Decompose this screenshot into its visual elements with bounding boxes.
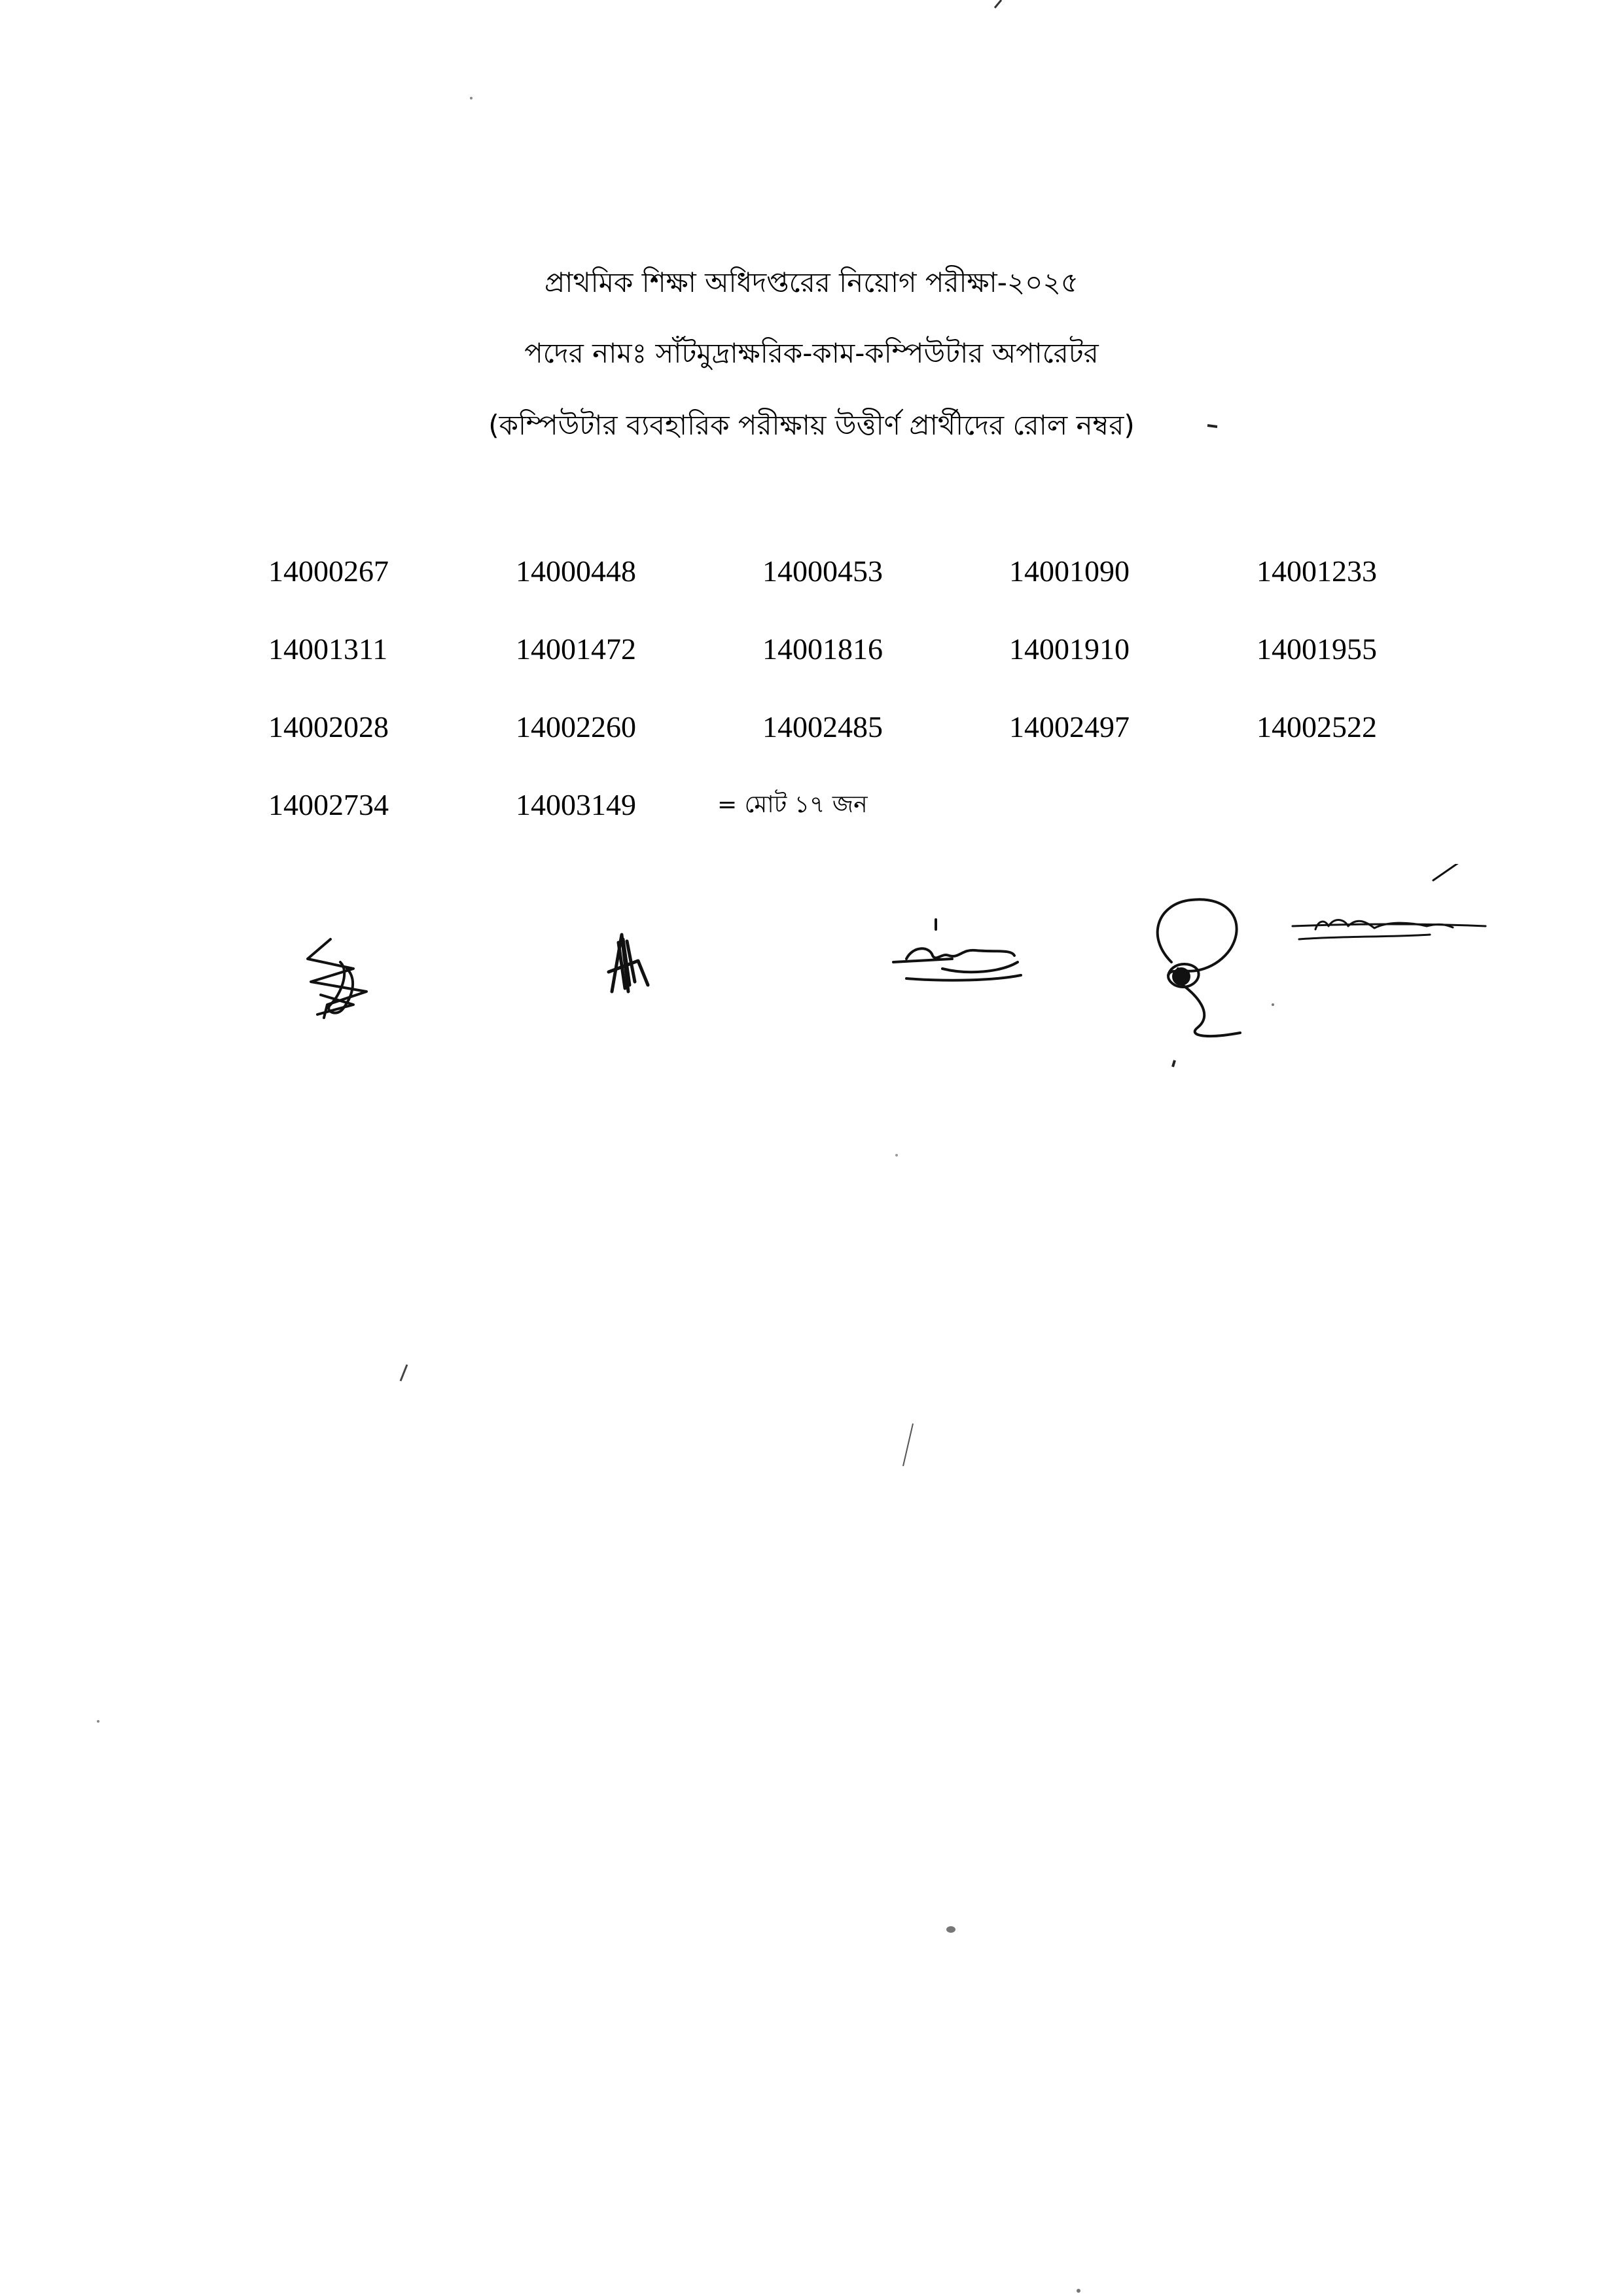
roll-number: 14000448 <box>516 554 636 588</box>
roll-number: 14002260 <box>516 710 636 744</box>
signature-5 <box>1293 864 1486 939</box>
post-name: পদের নামঃ সাঁটমুদ্রাক্ষরিক-কাম-কম্পিউটার অপারেটর <box>524 337 1099 369</box>
roll-number: 14000453 <box>762 554 883 588</box>
roll-row <box>268 626 1446 704</box>
roll-number: 14002522 <box>1257 710 1377 744</box>
roll-number: 14001233 <box>1257 554 1377 588</box>
roll-number: 14002485 <box>762 710 883 744</box>
roll-number: 14001910 <box>1009 632 1130 666</box>
roll-row <box>268 548 1446 626</box>
roll-number: 14001816 <box>762 632 883 666</box>
roll-row <box>268 704 1446 782</box>
signature-1 <box>308 939 366 1018</box>
roll-number: 14002734 <box>268 788 389 821</box>
roll-row <box>268 782 1446 860</box>
signature-2 <box>609 935 648 992</box>
signature-block <box>0 864 1623 1060</box>
signature-4 <box>1158 899 1240 1036</box>
roll-number: 14002028 <box>268 710 389 744</box>
roll-number: 14002497 <box>1009 710 1130 744</box>
roll-number: 14001311 <box>268 632 388 666</box>
roll-number: 14001955 <box>1257 632 1377 666</box>
roll-number-list <box>268 548 1446 860</box>
roll-number: 14000267 <box>268 554 389 588</box>
roll-number: 14003149 <box>516 788 636 821</box>
roll-number: 14001472 <box>516 632 636 666</box>
document-subtitle-text: (কম্পিউটার ব্যবহারিক পরীক্ষায় উত্তীর্ণ প্রার্থীদের রোল নম্বর) <box>488 409 1135 441</box>
document-subtitle <box>0 406 1623 445</box>
total-count: = মোট ১৭ জন <box>717 791 868 818</box>
signature-3 <box>893 920 1021 980</box>
roll-number: 14001090 <box>1009 554 1130 588</box>
document-title: প্রাথমিক শিক্ষা অধিদপ্তরের নিয়োগ পরীক্ষা-২০২৫ <box>544 266 1079 298</box>
